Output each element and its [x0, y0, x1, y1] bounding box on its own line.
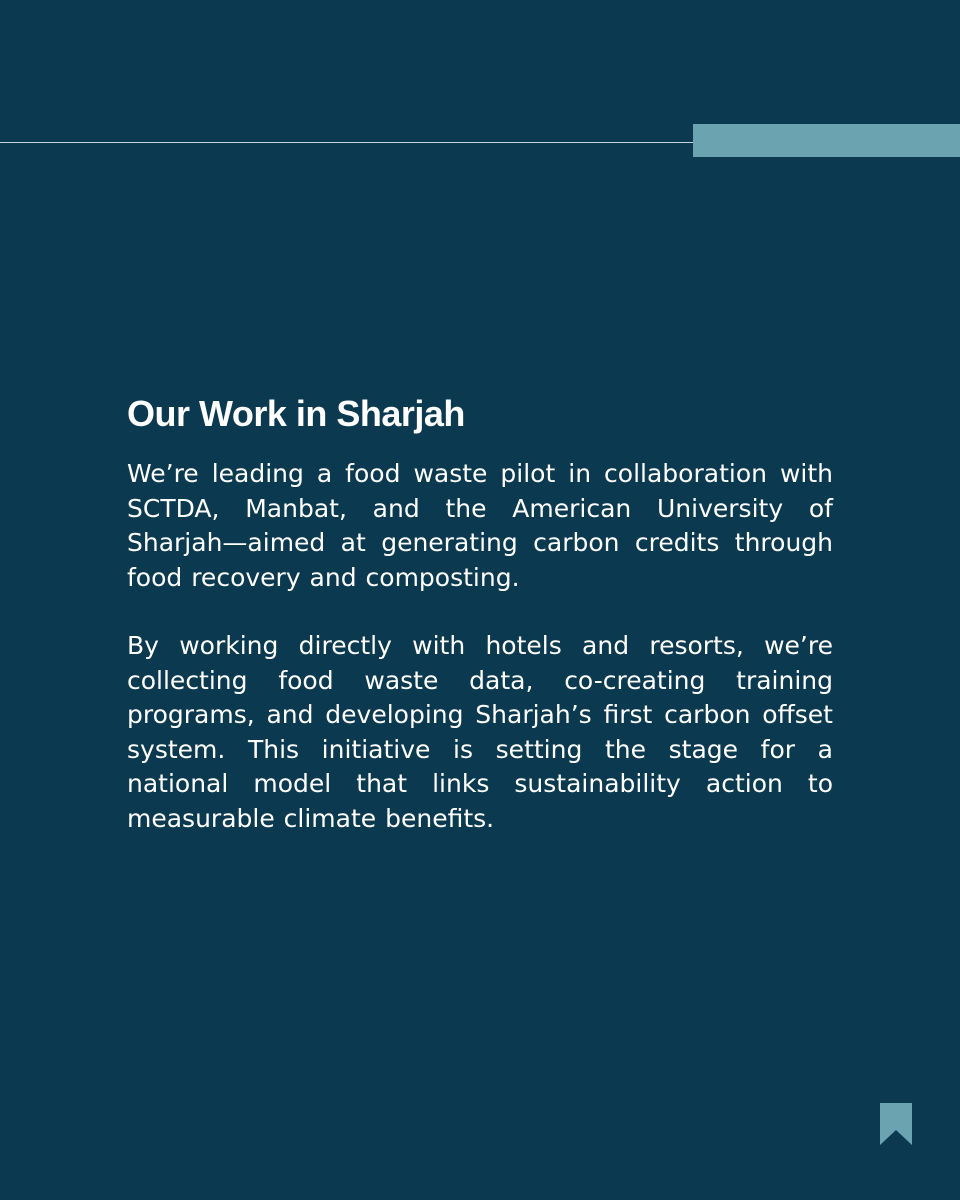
bookmark-icon	[880, 1103, 912, 1145]
main-content	[127, 392, 833, 836]
details-paragraph: By working directly with hotels and resorts, we’re collecting food waste data, co-creating training programs, and developing Sharjah’s first carbon offset system. This initiative is setting the stage for a national model that links sustainability action to measurable climate benefits.	[127, 631, 833, 833]
top-divider-line	[0, 142, 694, 143]
intro-paragraph: We’re leading a food waste pilot in collaboration with SCTDA, Manbat, and the American University of Sharjah—aimed at generating carbon credits through food recovery and composting.	[127, 459, 833, 592]
page-title: Our Work in Sharjah	[127, 393, 465, 434]
accent-bar	[693, 124, 960, 157]
